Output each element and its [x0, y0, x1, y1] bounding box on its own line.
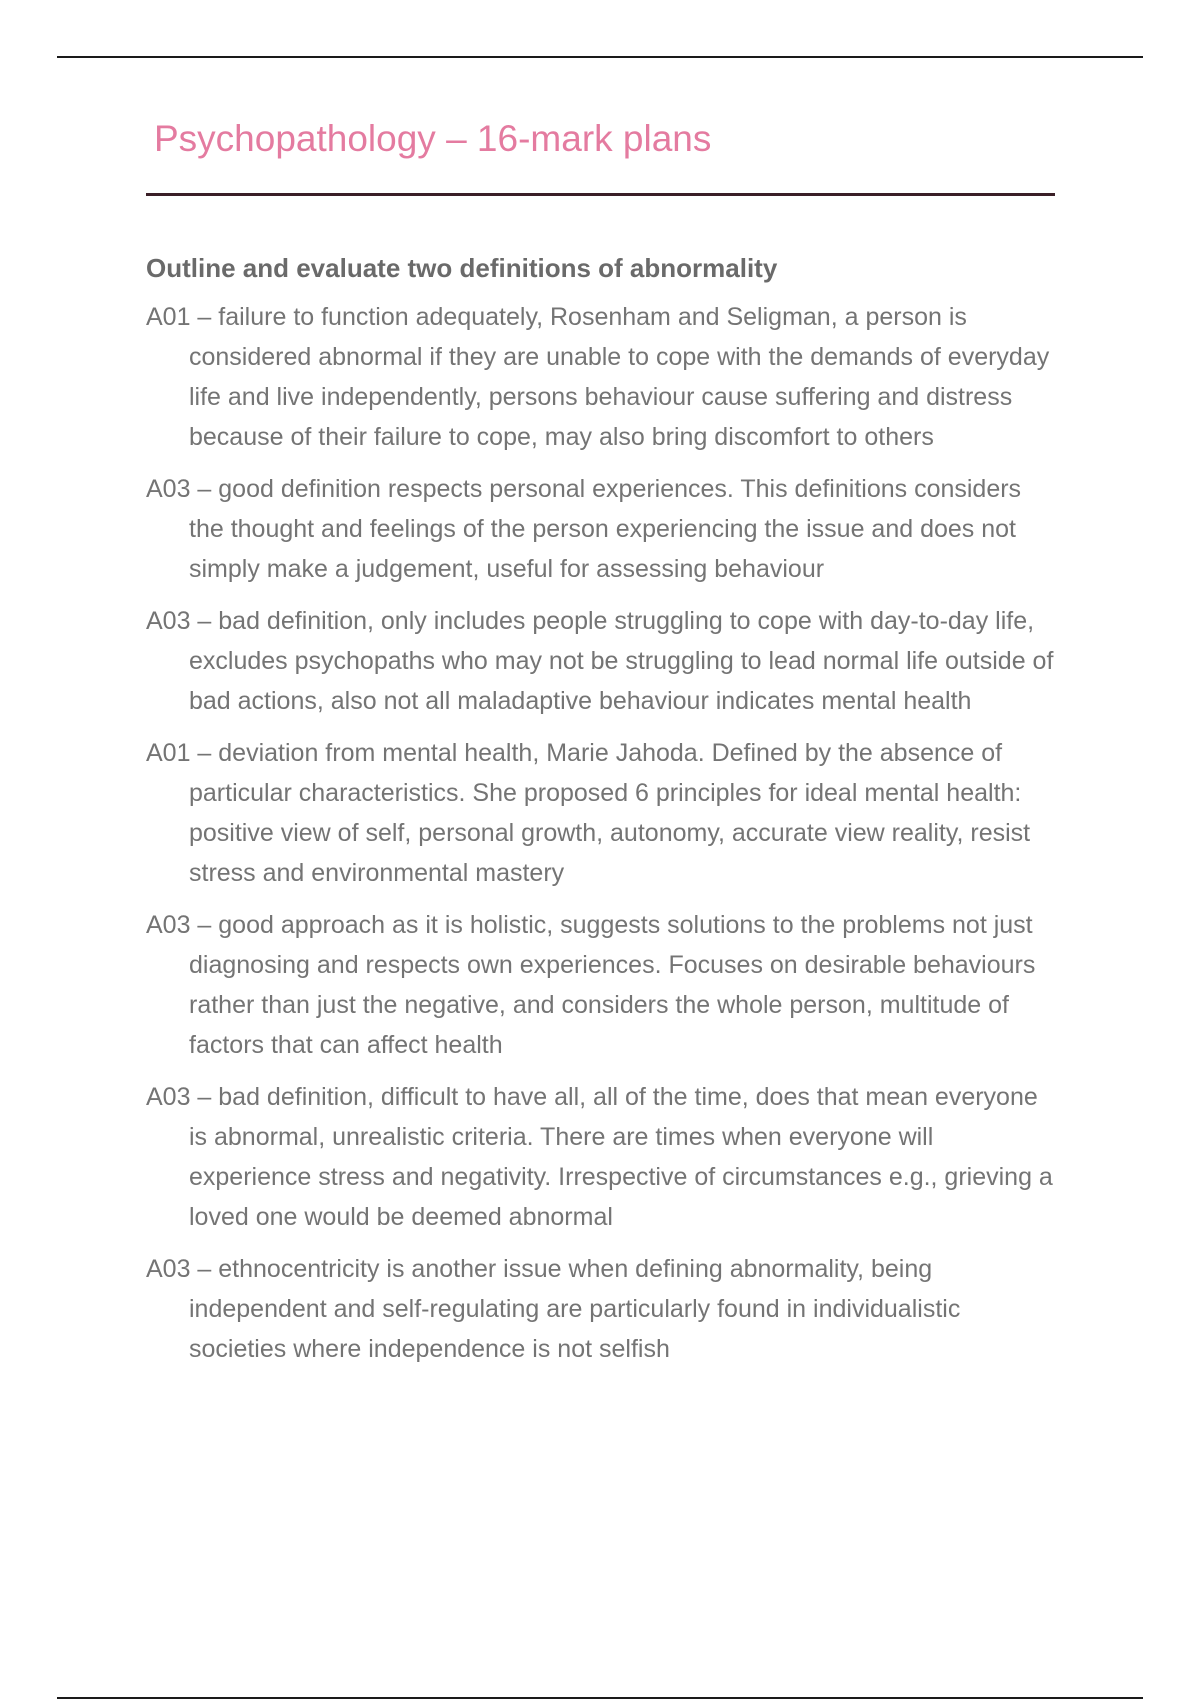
plan-point: A01 – failure to function adequately, Rosenham and Seligman, a person is considered abnormal if they are unable to cope with the demands of everyday life and live independently, persons behaviour cause suffering and distress because of their failure to cope, may also bring discomfort to others [146, 303, 1050, 451]
plan-point: A03 – bad definition, difficult to have all, all of the time, does that mean everyone is abnormal, unrealistic criteria. There are times when everyone will experience stress and negativity. Irrespective of circumstances e.g., grieving a loved one would be deemed abnormal [146, 1083, 1053, 1231]
page-top-rule [57, 56, 1143, 58]
plan-point: A03 – good definition respects personal experiences. This definitions considers the thought and feelings of the person experiencing the issue and does not simply make a judgement, useful for assessing behaviour [146, 475, 1022, 583]
question-heading: Outline and evaluate two definitions of abnormality [146, 253, 778, 283]
title-underline [146, 193, 1055, 196]
plan-point: A03 – ethnocentricity is another issue when defining abnormality, being independent and self-regulating are particularly found in individualistic societies where independence is not selfish [146, 1255, 961, 1363]
plan-point: A03 – good approach as it is holistic, suggests solutions to the problems not just diagnosing and respects own experiences. Focuses on desirable behaviours rather than just the negative, and considers the whole person, multitude of factors that can affect health [146, 911, 1036, 1059]
plan-point: A03 – bad definition, only includes people struggling to cope with day-to-day life, excludes psychopaths who may not be struggling to lead normal life outside of bad actions, also not all maladaptive behaviour indicates mental health [146, 607, 1054, 715]
document-body [146, 248, 1058, 1381]
page-title: Psychopathology – 16-mark plans [154, 118, 712, 159]
page-bottom-rule [57, 1697, 1143, 1699]
plan-point: A01 – deviation from mental health, Marie Jahoda. Defined by the absence of particular characteristics. She proposed 6 principles for ideal mental health: positive view of self, personal growth, autonomy, accurate view reality, resist stress and environmental mastery [146, 739, 1031, 887]
